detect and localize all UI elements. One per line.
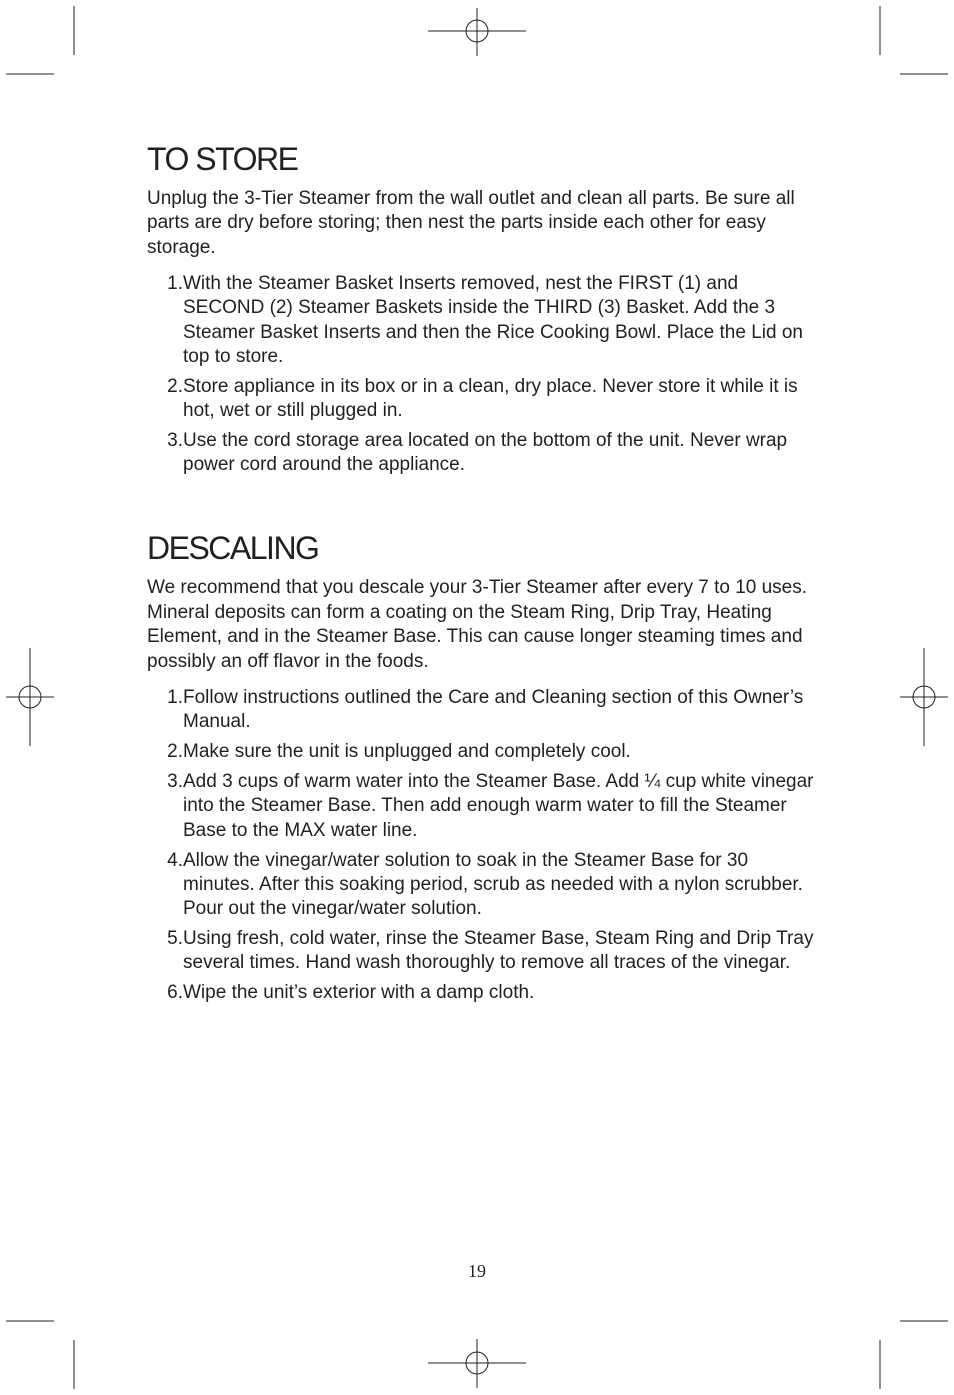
to-store-steps — [147, 272, 817, 477]
step-number: 1. — [167, 273, 183, 295]
heading-to-store: TO STORE — [147, 141, 298, 177]
step-number: 5. — [167, 928, 183, 950]
step-text: Wipe the unit’s exterior with a damp cloth. — [183, 982, 535, 1004]
registration-target-right — [900, 648, 948, 746]
list-item — [147, 927, 817, 975]
step-text: Store appliance in its box or in a clean, dry place. Never store it while it is hot, wet or still plugged in. — [183, 375, 798, 422]
section-descaling — [147, 529, 817, 1005]
list-item — [147, 770, 817, 843]
step-number: 1. — [167, 687, 183, 709]
list-item — [147, 272, 817, 369]
registration-target-bottom — [428, 1339, 526, 1388]
step-number: 6. — [167, 982, 183, 1004]
page-content — [147, 140, 817, 1011]
descaling-intro: We recommend that you descale your 3-Tier Steamer after every 7 to 10 uses. Mineral deposits can form a coating on the Steam Ring, Drip Tray, Heating Element, and in the Steamer Base. This can cause longer steaming times and possibly an off flavor in the foods. — [147, 577, 808, 672]
list-item — [147, 429, 817, 477]
step-number: 2. — [167, 375, 183, 397]
step-text: Allow the vinegar/water solution to soak in the Steamer Base for 30 minutes. After this soaking period, scrub as needed with a nylon scrubber. Pour out the vinegar/water solution. — [183, 849, 803, 920]
section-to-store — [147, 140, 817, 477]
step-text: Use the cord storage area located on the bottom of the unit. Never wrap power cord around the appliance. — [183, 430, 788, 476]
list-item — [147, 740, 817, 764]
heading-descaling: DESCALING — [147, 530, 319, 567]
step-text: Follow instructions outlined the Care and Cleaning section of this Owner’s Manual. — [183, 687, 804, 733]
step-number: 3. — [167, 430, 183, 452]
page-number: 19 — [468, 1261, 486, 1281]
to-store-intro: Unplug the 3-Tier Steamer from the wall outlet and clean all parts. Be sure all parts are dry before storing; then nest the parts inside each other for easy storage. — [147, 188, 795, 258]
step-text: Using fresh, cold water, rinse the Steamer Base, Steam Ring and Drip Tray several times. Hand wash thoroughly to remove all traces of the vinegar. — [183, 928, 814, 974]
step-text: With the Steamer Basket Inserts removed, nest the FIRST (1) and SECOND (2) Steamer Baskets inside the THIRD (3) Basket. Add the 3 Steamer Basket Inserts and then the Rice Cooking Bowl. Place the Lid on top to store. — [183, 273, 803, 367]
step-text: Add 3 cups of warm water into the Steamer Base. Add ¼ cup white vinegar into the Steamer Base. Then add enough warm water to fill the Steamer Base to the MAX water line. — [183, 771, 814, 841]
registration-target-left — [6, 648, 54, 746]
step-number: 3. — [167, 771, 183, 793]
step-number: 4. — [167, 849, 183, 871]
registration-target-top — [428, 8, 526, 56]
descaling-steps — [147, 686, 817, 1005]
step-number: 2. — [167, 741, 183, 763]
list-item — [147, 981, 817, 1005]
step-text: Make sure the unit is unplugged and completely cool. — [183, 741, 631, 763]
list-item — [147, 375, 817, 423]
list-item — [147, 686, 817, 734]
list-item — [147, 849, 817, 922]
